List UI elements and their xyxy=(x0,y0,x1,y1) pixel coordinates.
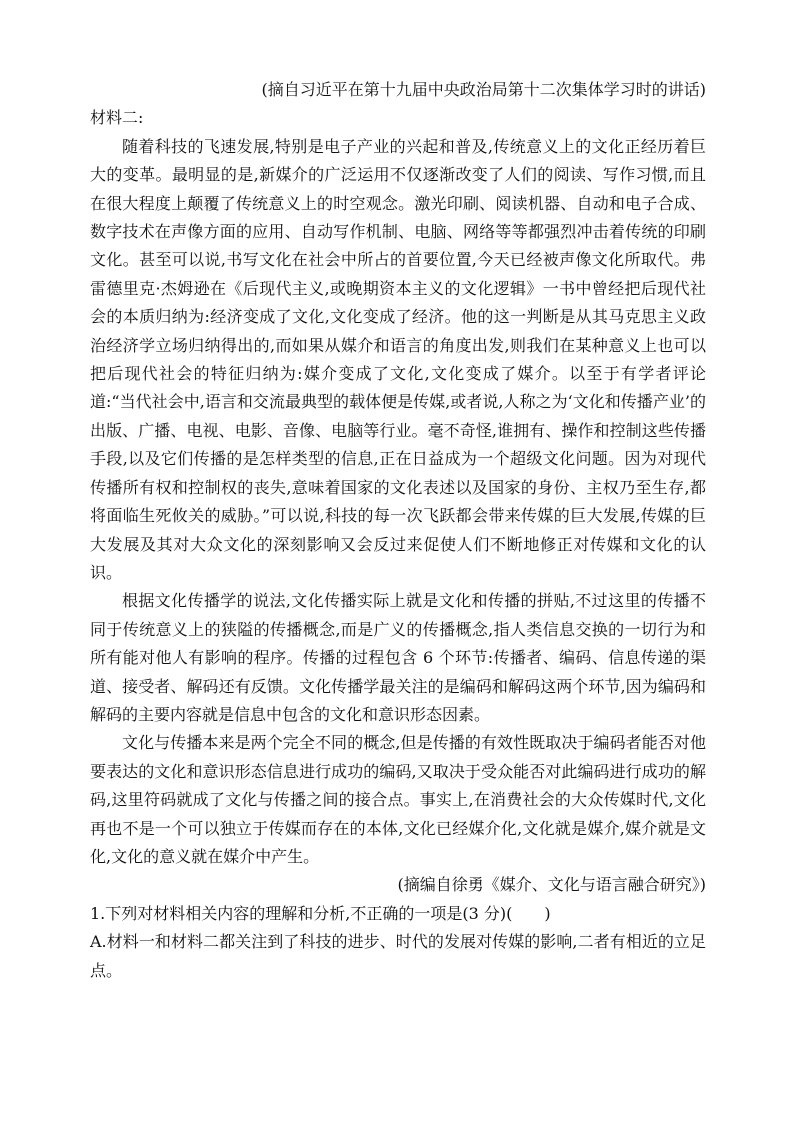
document-page xyxy=(90,76,706,985)
material2-paragraph-3: 文化与传播本来是两个完全不同的概念,但是传播的有效性既取决于编码者能否对他要表达的文化和意识形态信息进行成功的编码,又取决于受众能否对此编码进行成功的解码,这里符码就成了文化与传播之间的接合点。事实上,在消费社会的大众传媒时代,文化再也不是一个可以独立于传媒而存在的本体,文化已经媒介化,文化就是媒介,媒介就是文化,文化的意义就在媒介中产生。 xyxy=(90,733,706,866)
material2-source-citation: (摘编自徐勇《媒介、文化与语言融合研究》) xyxy=(397,875,706,895)
question-1-option-a: A.材料一和材料二都关注到了科技的进步、时代的发展对传媒的影响,二者有相近的立足点。 xyxy=(90,932,706,980)
material1-source-citation: (摘自习近平在第十九届中央政治局第十二次集体学习时的讲话) xyxy=(261,80,706,99)
material2-heading: 材料二: xyxy=(90,108,144,128)
question-1-stem: 1.下列对材料相关内容的理解和分析,不正确的一项是(3 分)( ) xyxy=(90,903,551,923)
material2-paragraph-2: 根据文化传播学的说法,文化传播实际上就是文化和传播的拼贴,不过这里的传播不同于传统意义上的狭隘的传播概念,而是广义的传播概念,指人类信息交换的一切行为和所有能对他人有影响的程序。传播的过程包含 6 个环节:传播者、编码、信息传递的渠道、接受者、解码还有反馈。文化传播学最关注的是编码和解码这两个环节,因为编码和解码的主要内容就是信息中包含的文化和意识形态因素。 xyxy=(90,591,706,724)
material2-paragraph-1: 随着科技的飞速发展,特别是电子产业的兴起和普及,传统意义上的文化正经历着巨大的变革。最明显的是,新媒介的广泛运用不仅逐渐改变了人们的阅读、写作习惯,而且在很大程度上颠覆了传统意义上的时空观念。激光印刷、阅读机器、自动和电子合成、数字技术在声像方面的应用、自动写作机制、电脑、网络等等都强烈冲击着传统的印刷文化。甚至可以说,书写文化在社会中所占的首要位置,今天已经被声像文化所取代。弗雷德里克·杰姆逊在《后现代主义,或晚期资本主义的文化逻辑》一书中曾经把后现代社会的本质归纳为:经济变成了文化,文化变成了经济。他的这一判断是从其马克思主义政治经济学立场归纳得出的,而如果从媒介和语言的角度出发,则我们在某种意义上也可以把后现代社会的特征归纳为:媒介变成了文化,文化变成了媒介。以至于有学者评论道:“当代社会中,语言和交流最典型的载体便是传媒,或者说,人称之为‘文化和传播产业’的出版、广播、电视、电影、音像、电脑等行业。毫不奇怪,谁拥有、操作和控制这些传播手段,以及它们传播的是怎样类型的信息,正在日益成为一个超级文化问题。因为对现代传播所有权和控制权的丧失,意味着国家的文化表述以及国家的身份、主权乃至生存,都将面临生死攸关的威胁。”可以说,科技的每一次飞跃都会带来传媒的巨大发展,传媒的巨大发展及其对大众文化的深刻影响又会反过来促使人们不断地修正对传媒和文化的认识。 xyxy=(90,136,706,582)
